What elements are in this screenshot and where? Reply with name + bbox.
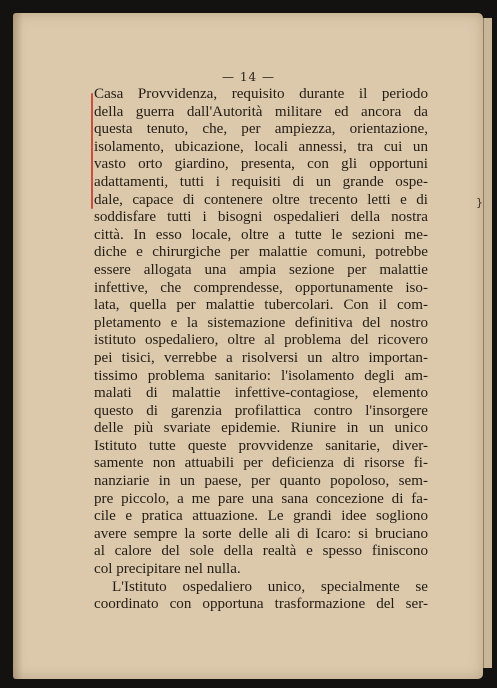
text-line: della guerra dall'Autorità militare ed ancora da [94, 103, 428, 120]
text-line: adattamenti, tutti i requisiti di un grande ospe- [94, 173, 428, 190]
body-text [94, 86, 428, 614]
text-line: città. In esso locale, oltre a tutte le sezioni me- [94, 226, 428, 243]
text-line: malati di malattie infettive-contagiose, elemento [94, 385, 428, 402]
text-line: istituto ospedaliero, oltre al problema del ricovero [94, 332, 428, 349]
text-line: pei tisici, verrebbe a risolversi un altro importan- [94, 349, 428, 366]
red-margin-marker [91, 93, 93, 209]
text-line: pletamento e la sistemazione definitiva del nostro [94, 314, 428, 331]
text-line: al calore del sole della realtà e spesso finiscono [94, 543, 428, 560]
page-gutter-shadow [13, 13, 23, 679]
text-line: soddisfare tutti i bisogni ospedalieri della nostra [94, 209, 428, 226]
paragraph-end-line: col precipitare nel nulla. [94, 561, 241, 578]
text-line: delle più svariate epidemie. Riunire in un unico [94, 420, 428, 437]
text-line: lata, quella per malattie tubercolari. Con il com- [94, 297, 428, 314]
text-line: avere sempre la sorte delle ali di Icaro: si bruciano [94, 525, 428, 542]
text-line: essere allogata una ampia sezione per malattie [94, 261, 428, 278]
text-line: Casa Provvidenza, requisito durante il periodo [94, 86, 428, 102]
text-line: questo di garenzia profilattica contro l'insorgere [94, 402, 428, 419]
margin-tick-mark: } [476, 196, 483, 209]
text-line: tissimo problema sanitario: l'isolamento degli am- [94, 367, 428, 384]
text-line: pre piccolo, a me pare una sana concezione di fa- [94, 490, 428, 507]
text-line: infettive, che comprendesse, opportunamente iso- [94, 279, 428, 296]
text-line: nanziarie in un paese, per quanto popoloso, sem- [94, 473, 428, 490]
text-line: coordinato con opportuna trasformazione del ser- [94, 596, 428, 613]
text-line: Istituto tutte queste provvidenze sanitarie, diver- [94, 437, 428, 454]
text-line: isolamento, ubicazione, locali annessi, tra cui un [94, 138, 428, 155]
text-line: dale, capace di contenere oltre trecento letti e di [94, 191, 428, 208]
text-line: diche e chirurgiche per malattie comuni, potrebbe [94, 244, 428, 261]
page-number: — 14 — [222, 70, 275, 84]
paragraph-start-line: L'Istituto ospedaliero unico, specialmente se [112, 578, 428, 595]
text-line: vasto orto giardino, presenta, con gli opportuni [94, 156, 428, 173]
text-line: samente non attuabili per deficienza di risorse fi- [94, 455, 428, 472]
text-line: questa tenuto, che, per ampiezza, orientazione, [94, 121, 428, 138]
text-line: cile e pratica attuazione. Le grandi idee sogliono [94, 508, 428, 525]
next-page-edge [483, 18, 492, 668]
